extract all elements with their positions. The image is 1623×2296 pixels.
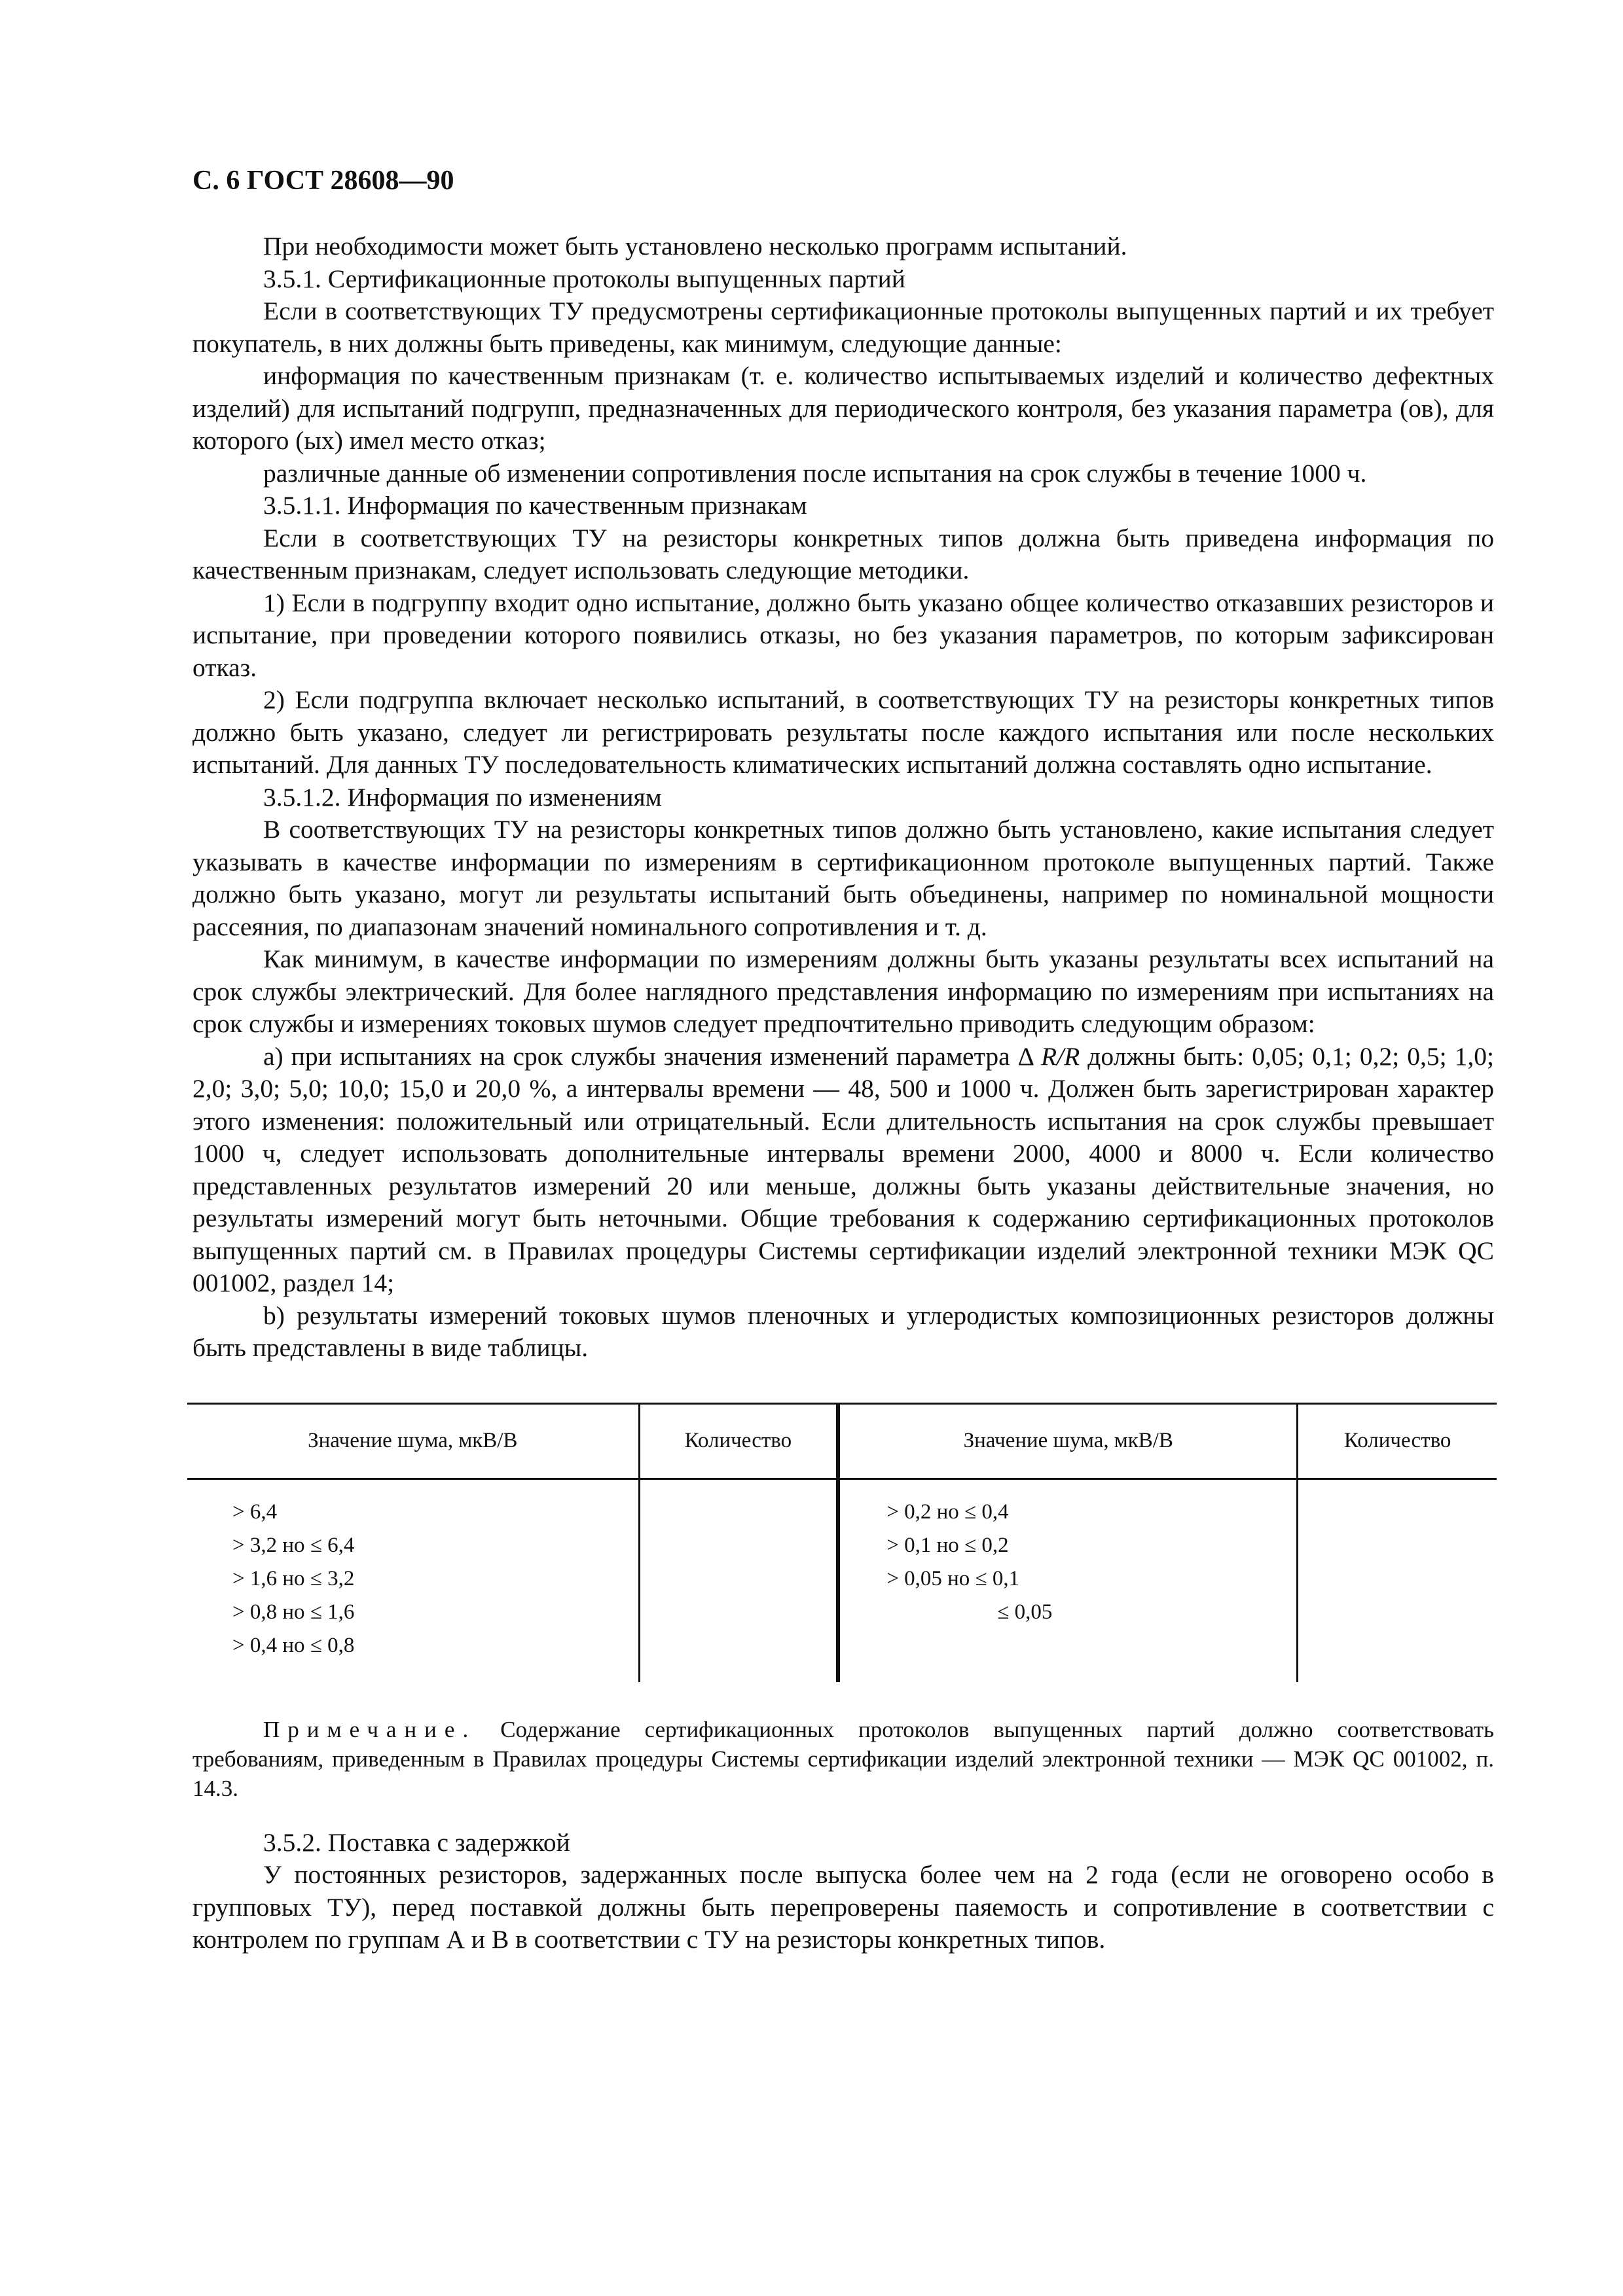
table-value: > 0,05 но ≤ 0,1	[886, 1566, 1020, 1590]
document-body	[192, 230, 1494, 1956]
paragraph: В соответствующих ТУ на резисторы конкретных типов должно быть установлено, какие испытания следует указывать в качестве информации по измерениям в сертификационном протоколе выпущенных партий. Также должно быть указано, могут ли результаты испытаний быть объединены, например по номинальной мощности рассеяния, по диапазонам значений номинального сопротивления и т. д.	[192, 815, 1494, 941]
table-cell-noise-right	[838, 1479, 1298, 1682]
item-a-after: должны быть: 0,05; 0,1; 0,2; 0,5; 1,0; 2,0; 3,0; 5,0; 10,0; 15,0 и 20,0 %, а интервалы времени — 48, 500 и 1000 ч. Должен быть зарегистрирован характер этого изменения: положительный или отрицательный. Если длительность испытания на срок службы превышает 1000 ч, следует использовать дополнительные интервалы времени 2000, 4000 и 8000 ч. Если количество представленных результатов измерений 20 или меньше, должны быть указаны действительные значения, но результаты измерений могут быть неточными. Общие требования к содержанию сертификационных протоколов выпущенных партий см. в Правилах процедуры Системы сертификации изделий электронной техники МЭК QC 001002, раздел 14;	[192, 1041, 1495, 1297]
page-header: С. 6 ГОСТ 28608—90	[192, 166, 454, 196]
table-row	[187, 1479, 1497, 1682]
table-note	[192, 1715, 1494, 1803]
noise-table	[187, 1403, 1497, 1682]
paragraph: Если в соответствующих ТУ предусмотрены сертификационные протоколы выпущенных партий и их требует покупатель, в них должны быть приведены, как минимум, следующие данные:	[192, 296, 1494, 358]
note-label: Примечание.	[263, 1716, 477, 1742]
table-value: ≤ 0,05	[997, 1600, 1053, 1624]
table-header-cell: Значение шума, мкВ/В	[187, 1403, 639, 1479]
table-header-cell: Значение шума, мкВ/В	[838, 1403, 1298, 1479]
paragraph: Если в соответствующих ТУ на резисторы конкретных типов должна быть приведена информация по качественным признакам, следует использовать следующие методики.	[192, 523, 1494, 584]
table-cell-noise-left	[187, 1479, 639, 1682]
paragraph: информация по качественным признакам (т. е. количество испытываемых изделий и количество дефектных изделий) для испытаний подгрупп, предназначенных для периодического контроля, без указания параметра (ов), для которого (ых) имел место отказ;	[192, 361, 1494, 455]
item-a-italic: R/R	[1040, 1041, 1080, 1071]
list-item-b: b) результаты измерений токовых шумов пленочных и углеродистых композиционных резисторов должны быть представлены в виде таблицы.	[192, 1300, 1494, 1362]
table-value: > 3,2 но ≤ 6,4	[232, 1533, 355, 1557]
table-value: > 1,6 но ≤ 3,2	[232, 1566, 355, 1590]
table-header-row	[187, 1403, 1497, 1479]
list-item-1: 1) Если в подгруппу входит одно испытание, должно быть указано общее количество отказавших резисторов и испытание, при проведении которого появились отказы, но без указания параметров, по которым зафиксирован отказ.	[192, 588, 1494, 682]
table-header-cell: Количество	[639, 1403, 838, 1479]
paragraph: У постоянных резисторов, задержанных после выпуска более чем на 2 года (если не оговорено особо в групповых ТУ), перед поставкой должны быть перепроверены паяемость и сопротивление в соответствии с контролем по группам А и В в соответствии с ТУ на резисторы конкретных типов.	[192, 1860, 1494, 1954]
section-heading-3-5-1: 3.5.1. Сертификационные протоколы выпущенных партий	[263, 264, 905, 293]
table-value: > 6,4	[232, 1499, 278, 1524]
paragraph: Как минимум, в качестве информации по измерениям должны быть указаны результаты всех испытаний на срок службы электрический. Для более наглядного представления информацию по измерениям при испытаниях на срок службы и измерениях токовых шумов следует предпочтительно приводить следующим образом:	[192, 944, 1494, 1038]
table-value: > 0,4 но ≤ 0,8	[232, 1633, 355, 1657]
table-value: > 0,8 но ≤ 1,6	[232, 1600, 355, 1624]
section-heading-3-5-1-1: 3.5.1.1. Информация по качественным признакам	[263, 491, 807, 520]
section-heading-3-5-1-2: 3.5.1.2. Информация по изменениям	[263, 782, 662, 812]
table-header-cell: Количество	[1343, 1428, 1451, 1452]
item-a-before: а) при испытаниях на срок службы значения изменений параметра Δ	[263, 1041, 1041, 1071]
table-value: > 0,2 но ≤ 0,4	[886, 1499, 1009, 1524]
list-item-2: 2) Если подгруппа включает несколько испытаний, в соответствующих ТУ на резисторы конкретных типов должно быть указано, следует ли регистрировать результаты после каждого испытания или после нескольких испытаний. Для данных ТУ последовательность климатических испытаний должна составлять одно испытание.	[192, 685, 1494, 779]
paragraph: При необходимости может быть установлено несколько программ испытаний.	[263, 232, 1127, 260]
table-value: > 0,1 но ≤ 0,2	[886, 1533, 1009, 1557]
section-heading-3-5-2: 3.5.2. Поставка с задержкой	[263, 1827, 570, 1857]
paragraph: различные данные об изменении сопротивления после испытания на срок службы в течение 1000 ч.	[263, 458, 1367, 488]
note-text: Содержание сертификационных протоколов выпущенных партий должно соответствовать требованиям, приведенным в Правилах процедуры Системы сертификации изделий электронной техники — МЭК QC 001002, п. 14.3.	[192, 1716, 1494, 1801]
table-cell-count-right	[1298, 1479, 1497, 1682]
table-cell-count-left	[639, 1479, 838, 1682]
list-item-a	[192, 1041, 1494, 1300]
